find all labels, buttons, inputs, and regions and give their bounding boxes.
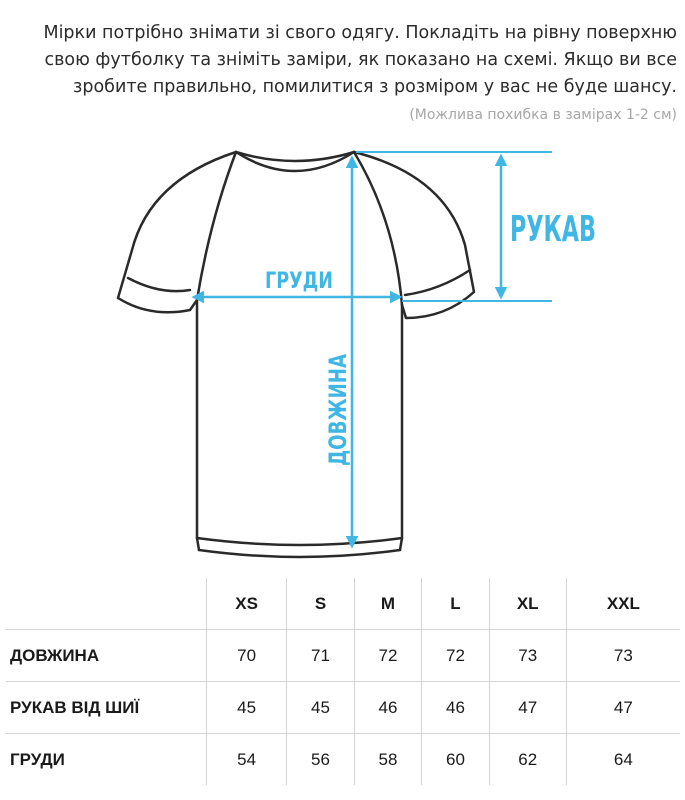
length-measurement <box>324 158 352 546</box>
measurement-error-note: (Можлива похибка в замірах 1-2 см) <box>409 107 677 123</box>
chest-label: ГРУДИ <box>265 269 333 294</box>
size-header-xxl: XXL <box>566 578 680 630</box>
row-label: ДОВЖИНА <box>6 630 207 682</box>
intro-line-3: зробите правильно, помилитися з розміром у вас не буде шансу. <box>73 77 677 97</box>
table-row-sleeve <box>6 682 680 734</box>
table-cell: 54 <box>207 734 287 786</box>
table-cell: 60 <box>422 734 489 786</box>
size-header-xs: XS <box>207 578 287 630</box>
table-cell: 64 <box>566 734 680 786</box>
sleeve-measurement <box>356 152 596 301</box>
sleeve-label: РУКАВ <box>510 209 596 250</box>
length-label: ДОВЖИНА <box>324 317 352 466</box>
table-cell: 46 <box>354 682 421 734</box>
intro-line-1: Мірки потрібно знімати зі свого одягу. Покладіть на рівну поверхню <box>43 23 677 43</box>
size-header-xl: XL <box>489 578 566 630</box>
size-header-s: S <box>287 578 354 630</box>
row-label: РУКАВ ВІД ШИЇ <box>6 682 207 734</box>
table-cell: 45 <box>287 682 354 734</box>
table-row-chest <box>6 734 680 786</box>
table-cell: 46 <box>422 682 489 734</box>
size-header-l: L <box>422 578 489 630</box>
tshirt-diagram <box>0 140 685 580</box>
table-cell: 70 <box>207 630 287 682</box>
intro-text <box>17 20 677 101</box>
table-cell: 62 <box>489 734 566 786</box>
chest-measurement <box>194 269 400 297</box>
size-table <box>6 578 680 785</box>
table-row-length <box>6 630 680 682</box>
table-cell: 73 <box>566 630 680 682</box>
tshirt-outline <box>118 152 474 557</box>
table-cell: 72 <box>354 630 421 682</box>
table-cell: 47 <box>489 682 566 734</box>
table-cell: 72 <box>422 630 489 682</box>
table-cell: 45 <box>207 682 287 734</box>
table-cell: 56 <box>287 734 354 786</box>
table-corner <box>6 578 207 630</box>
table-cell: 73 <box>489 630 566 682</box>
table-cell: 58 <box>354 734 421 786</box>
table-cell: 47 <box>566 682 680 734</box>
intro-line-2: свою футболку та зніміть заміри, як показано на схемі. Якщо ви все <box>44 50 677 70</box>
row-label: ГРУДИ <box>10 749 65 769</box>
table-cell: 71 <box>287 630 354 682</box>
size-header-row <box>6 578 680 630</box>
size-header-m: M <box>354 578 421 630</box>
